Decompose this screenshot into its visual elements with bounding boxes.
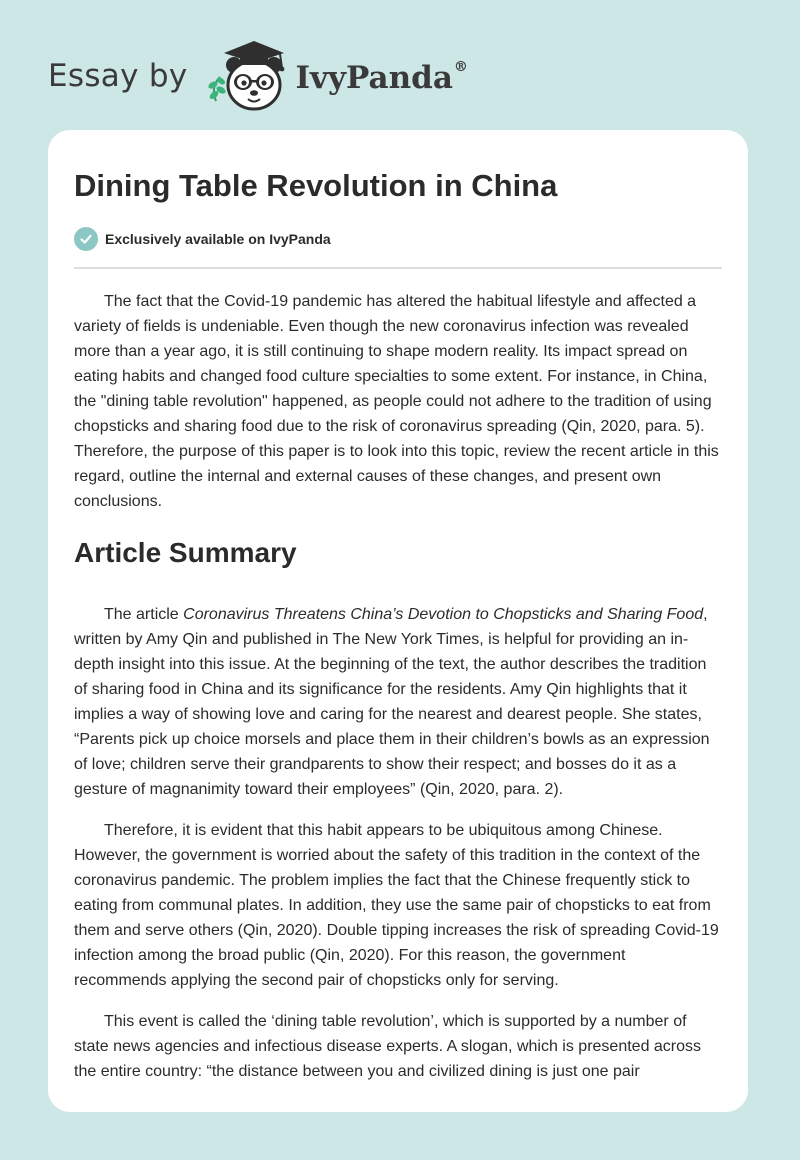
registered-mark: ® [453, 58, 468, 75]
paragraph-government-concern: Therefore, it is evident that this habit appears to be ubiquitous among Chinese. However, the government is worried about the safety of this tradition in the context of the coronavirus pandemic. The problem implies the fact that the Chinese frequently stick to eating from communal plates. In addition, they use the same pair of chopsticks to eat from them and serve others (Qin, 2020). Double tipping increases the risk of spreading Covid-19 infection among the broad public (Qin, 2020). For this reason, the government recommends applying the second pair of chopsticks only for serving. [74, 822, 719, 989]
section-heading-article-summary: Article Summary [74, 537, 297, 568]
page-title: Dining Table Revolution in China [74, 168, 558, 203]
panda-graduate-icon[interactable] [202, 35, 294, 113]
site-header [48, 34, 468, 114]
essay-content [48, 130, 748, 1084]
brand-text: IvyPanda [295, 60, 453, 96]
essay-by-label: Essay by [48, 58, 188, 94]
check-icon [74, 227, 98, 251]
exclusive-badge-label: Exclusively available on IvyPanda [105, 231, 331, 247]
paragraph-summary-rest: , written by Amy Qin and published in The New York Times, is helpful for providing an in-depth insight into this issue. At the beginning of the text, the author describes the tradition of sharing food in China and its significance for the residents. Amy Qin highlights that it implies a way of showing love and caring for the nearest and dearest people. She states, “Parents pick up choice morsels and place them in their children’s bowls as an expression of love; children serve their grandparents to show their respect; and bosses do it as a gesture of magnanimity toward their employees” (Qin, 2020, para. 2). [74, 606, 710, 798]
paragraph-intro: The fact that the Covid-19 pandemic has altered the habitual lifestyle and affected a variety of fields is undeniable. Even though the new coronavirus infection was revealed more than a year ago, it is still continuing to shape modern reality. Its impact spread on eating habits and changed food culture specialties to some extent. For instance, in China, the "dining table revolution" happened, as people could not adhere to the tradition of using chopsticks and sharing food due to the risk of coronavirus spreading (Qin, 2020, para. 5). Therefore, the purpose of this paper is to look into this topic, review the recent article in this regard, outline the internal and external causes of these changes, and present own conclusions. [74, 293, 719, 510]
cited-article-title: Coronavirus Threatens China’s Devotion to Chopsticks and Sharing Food [183, 606, 704, 623]
paragraph-summary [74, 602, 722, 802]
essay-card [48, 130, 748, 1112]
paragraph-summary-intro: The article [104, 606, 184, 623]
paragraph-dining-revolution: This event is called the ‘dining table revolution’, which is supported by a number of state news agencies and infectious disease experts. A slogan, which is presented across the entire country: “the distance between you and civilized dining is just one pair [74, 1013, 702, 1080]
divider [74, 267, 722, 269]
brand-name[interactable] [296, 60, 468, 96]
exclusive-badge [74, 226, 722, 252]
